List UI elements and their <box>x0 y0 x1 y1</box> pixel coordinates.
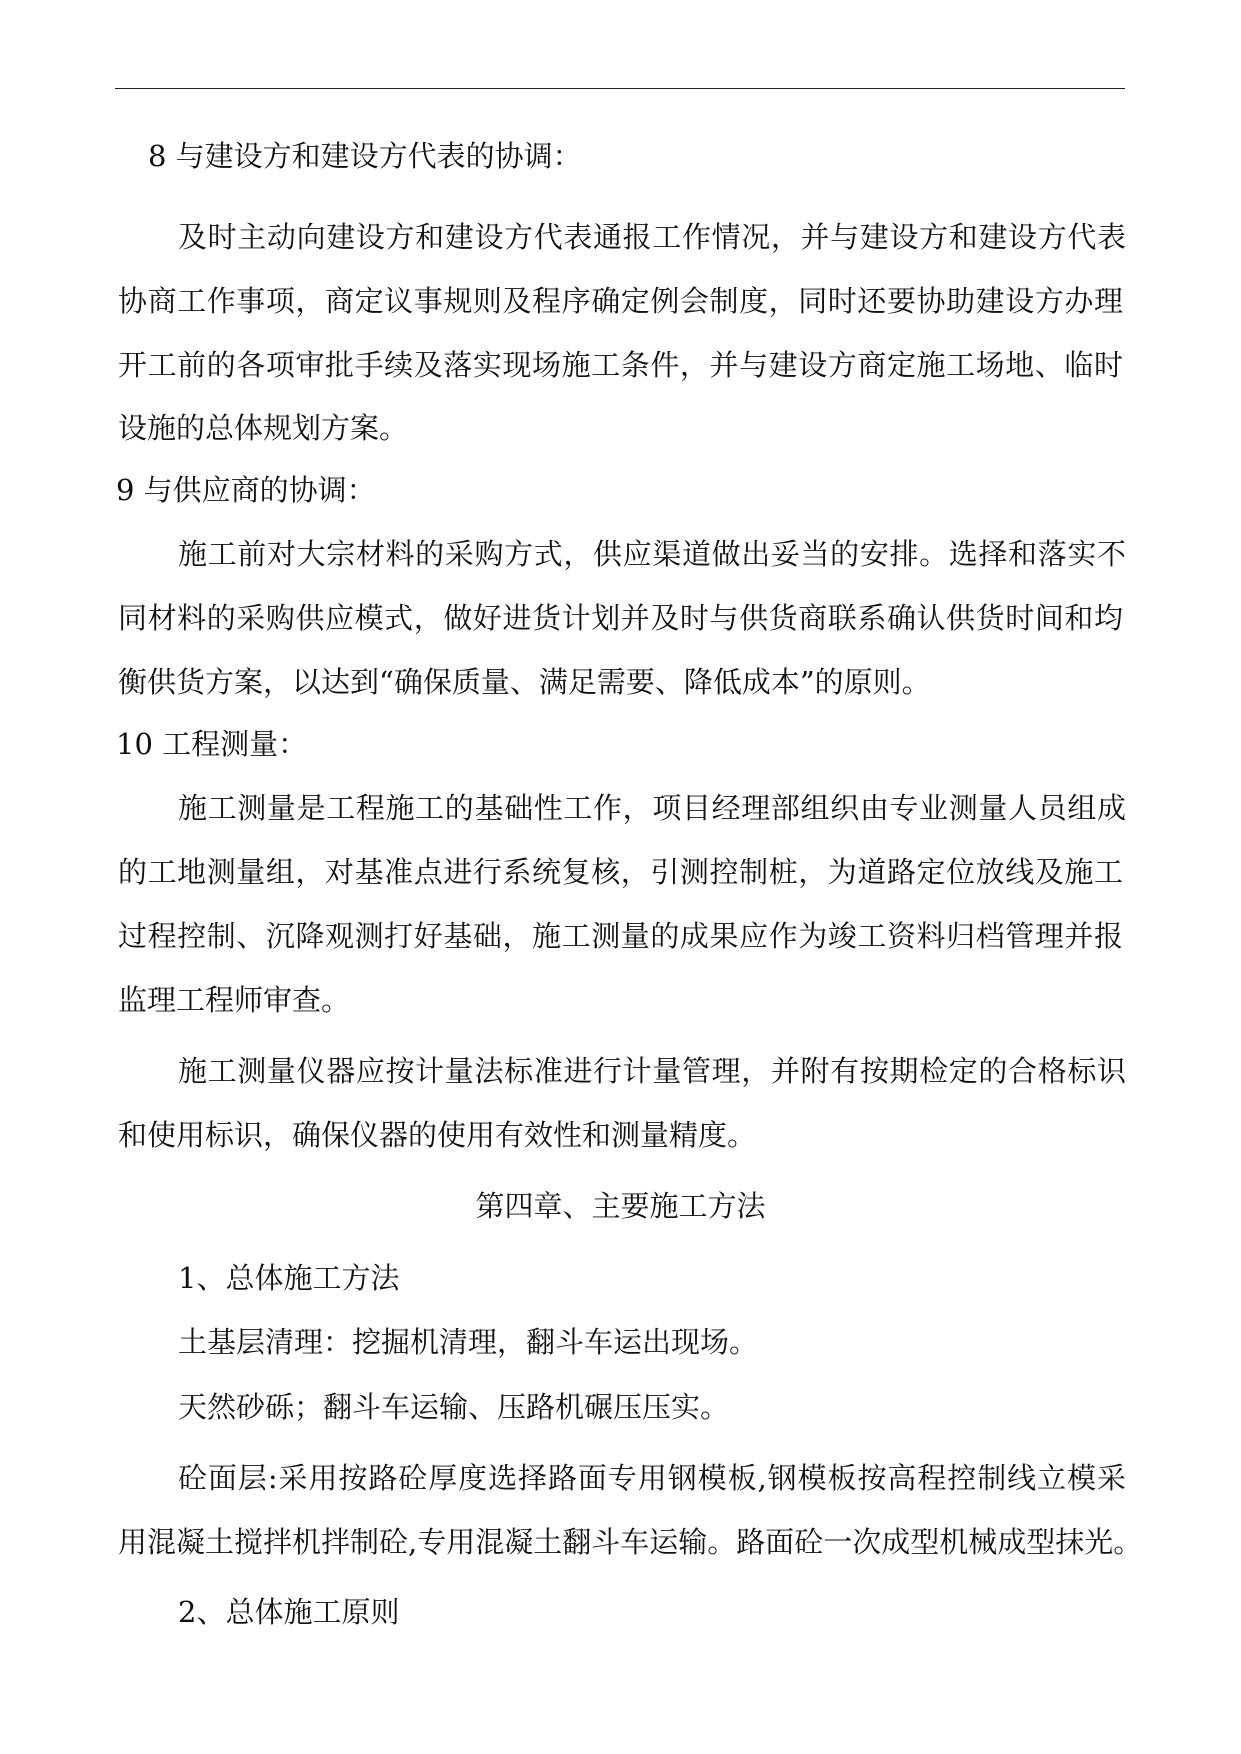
chapter-4-item-1: 土基层清理：挖掘机清理，翻斗车运出现场。 <box>178 1325 759 1359</box>
section-8-line-2: 协商工作事项，商定议事规则及程序确定例会制度，同时还要协助建设方办理 <box>118 284 1123 318</box>
section-9-heading: 9 与供应商的协调： <box>116 473 376 507</box>
section-9-line-2: 同材料的采购供应模式，做好进货计划并及时与供货商联系确认供货时间和均 <box>118 601 1123 635</box>
chapter-4-sub-1: 1、总体施工方法 <box>178 1261 400 1295</box>
concrete-line-1: 砼面层:采用按路砼厚度选择路面专用钢模板,钢模板按高程控制线立模采 <box>178 1461 1126 1495</box>
chapter-4-title: 第四章、主要施工方法 <box>475 1189 766 1223</box>
header-rule <box>115 88 1125 89</box>
section-9-line-3: 衡供货方案，以达到“确保质量、满足需要、降低成本”的原则。 <box>118 665 931 699</box>
section-8-heading: 8 与建设方和建设方代表的协调： <box>148 139 582 173</box>
section-10-p2-line-1: 施工测量仪器应按计量法标准进行计量管理，并附有按期检定的合格标识 <box>178 1054 1126 1088</box>
section-8-line-3: 开工前的各项审批手续及落实现场施工条件，并与建设方商定施工场地、临时 <box>118 348 1123 382</box>
chapter-4-sub-2: 2、总体施工原则 <box>178 1595 400 1629</box>
section-8-line-4: 设施的总体规划方案。 <box>118 411 409 445</box>
section-9-line-1: 施工前对大宗材料的采购方式，供应渠道做出妥当的安排。选择和落实不 <box>178 537 1126 571</box>
section-10-p2-line-2: 和使用标识，确保仪器的使用有效性和测量精度。 <box>118 1118 757 1152</box>
section-10-p1-line-4: 监理工程师审查。 <box>118 983 351 1017</box>
section-10-p1-line-3: 过程控制、沉降观测打好基础，施工测量的成果应作为竣工资料归档管理并报 <box>118 919 1123 953</box>
section-10-p1-line-1: 施工测量是工程施工的基础性工作，项目经理部组织由专业测量人员组成 <box>178 791 1126 825</box>
section-10-heading: 10 工程测量： <box>116 727 308 761</box>
concrete-line-2: 用混凝土搅拌机拌制砼,专用混凝土翻斗车运输。路面砼一次成型机械成型抹光。 <box>118 1525 1143 1559</box>
section-10-p1-line-2: 的工地测量组，对基准点进行系统复核，引测控制桩，为道路定位放线及施工 <box>118 855 1123 889</box>
chapter-4-item-2: 天然砂砾；翻斗车运输、压路机碾压压实。 <box>178 1390 730 1424</box>
section-8-line-1: 及时主动向建设方和建设方代表通报工作情况，并与建设方和建设方代表 <box>178 220 1126 254</box>
